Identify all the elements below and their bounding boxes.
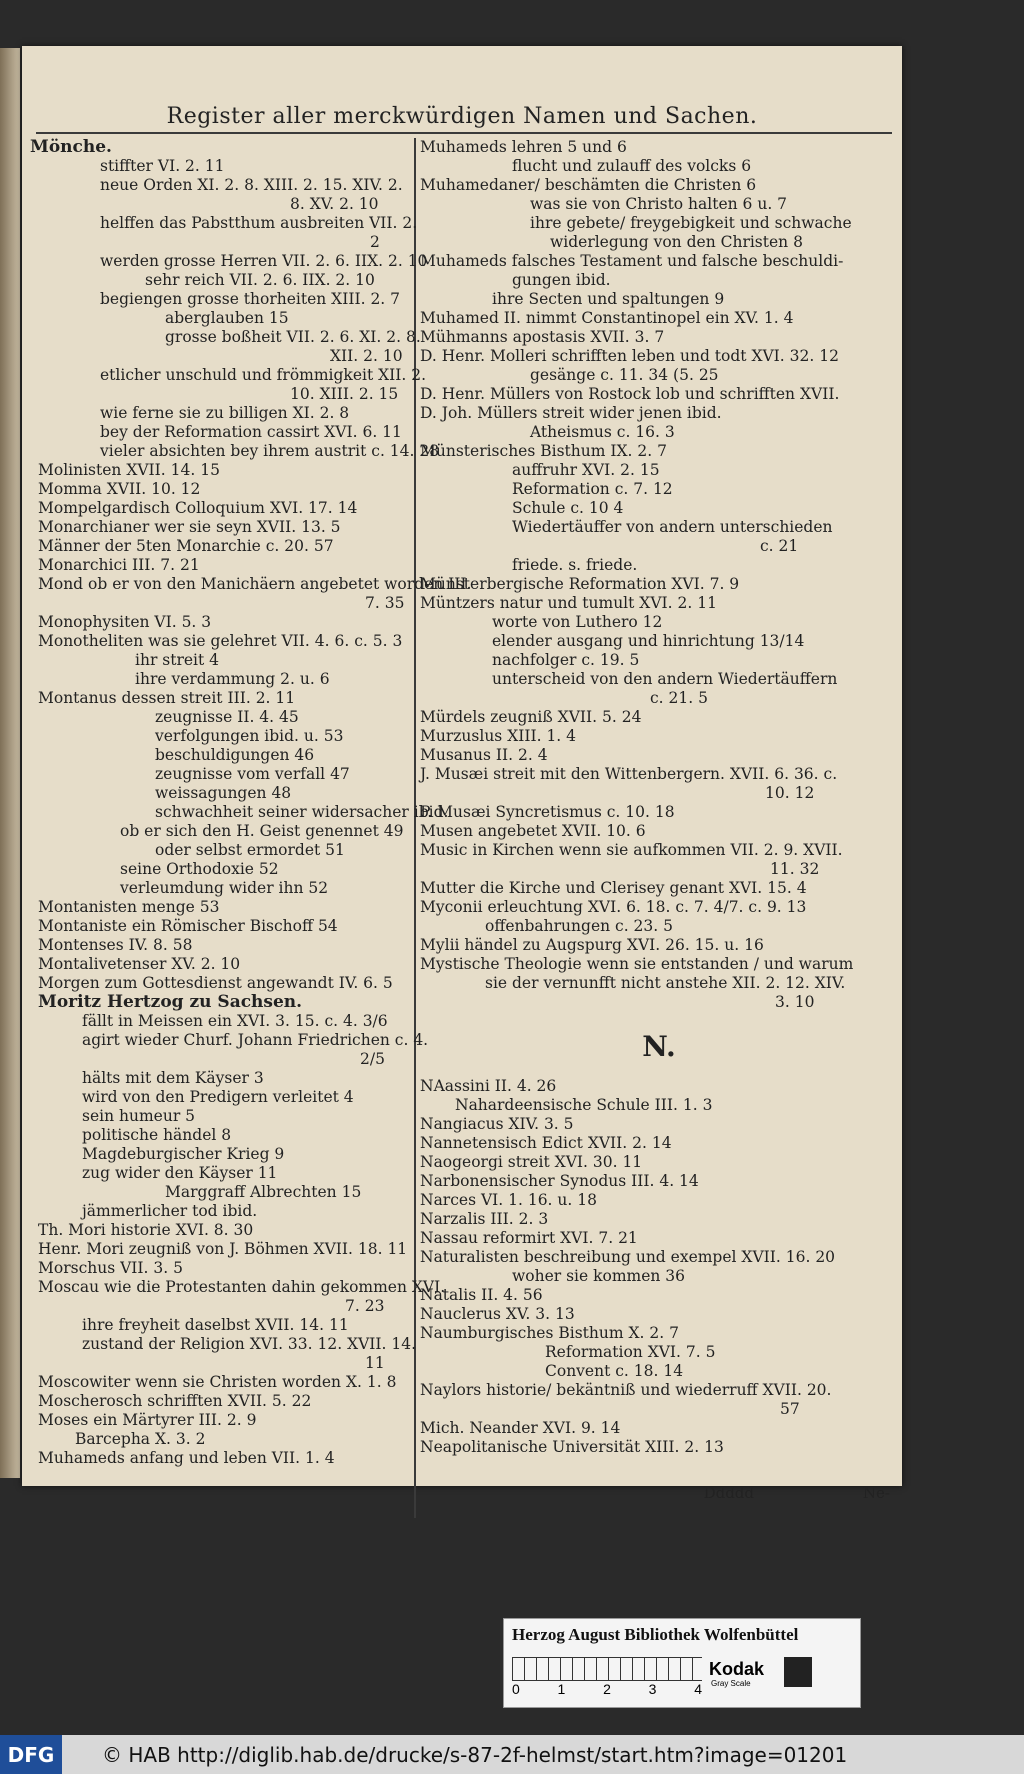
index-entry: Mond ob er von den Manichäern angebetet worden III. xyxy=(38,575,472,593)
index-entry: Nauclerus XV. 3. 13 xyxy=(420,1305,575,1323)
index-entry: Musen angebetet XVII. 10. 6 xyxy=(420,822,646,840)
index-entry: Momma XVII. 10. 12 xyxy=(38,480,201,498)
index-entry: friede. s. friede. xyxy=(512,556,638,574)
index-entry: weissagungen 48 xyxy=(155,784,292,802)
index-entry: Music in Kirchen wenn sie aufkommen VII. 2. 9. XVII. xyxy=(420,841,843,859)
index-entry: Reformation c. 7. 12 xyxy=(512,480,673,498)
index-entry: Mich. Neander XVI. 9. 14 xyxy=(420,1419,621,1437)
index-entry: 57 xyxy=(780,1400,800,1418)
scale-labels xyxy=(512,1681,702,1697)
index-entry: was sie von Christo halten 6 u. 7 xyxy=(530,195,788,213)
index-entry: Natalis II. 4. 56 xyxy=(420,1286,543,1304)
color-calibration-bar xyxy=(503,1618,861,1708)
catchword: Ne- xyxy=(862,1484,890,1502)
index-entry: 7. 35 xyxy=(365,594,405,612)
gray-swatch xyxy=(784,1657,812,1687)
index-entry: 8. XV. 2. 10 xyxy=(290,195,379,213)
index-entry: neue Orden XI. 2. 8. XIII. 2. 15. XIV. 2. xyxy=(100,176,403,194)
index-entry: Naumburgisches Bisthum X. 2. 7 xyxy=(420,1324,679,1342)
index-entry: c. 21. 5 xyxy=(650,689,708,707)
index-entry: sie der vernunfft nicht anstehe XII. 2. 12. XIV. xyxy=(485,974,846,992)
index-entry: Moscherosch schrifften XVII. 5. 22 xyxy=(38,1392,312,1410)
index-entry: zustand der Religion XVI. 33. 12. XVII. 14. xyxy=(82,1335,417,1353)
scale-label: 0 xyxy=(512,1681,520,1697)
scale-label: 1 xyxy=(557,1681,566,1697)
index-entry: helffen das Pabstthum ausbreiten VII. 2. xyxy=(100,214,418,232)
index-entry: Montenses IV. 8. 58 xyxy=(38,936,193,954)
index-entry: seine Orthodoxie 52 xyxy=(120,860,279,878)
index-entry: Monophysiten VI. 5. 3 xyxy=(38,613,212,631)
index-entry: nachfolger c. 19. 5 xyxy=(492,651,640,669)
index-entry: Montaniste ein Römischer Bischoff 54 xyxy=(38,917,338,935)
index-entry: Muhamed II. nimmt Constantinopel ein XV. 1. 4 xyxy=(420,309,794,327)
book-page xyxy=(22,46,902,1502)
index-entry: Morgen zum Gottesdienst angewandt IV. 6. 5 xyxy=(38,974,393,992)
index-entry: NAassini II. 4. 26 xyxy=(420,1077,557,1095)
signature-mark: Ddddd xyxy=(703,1484,754,1502)
section-letter: N. xyxy=(642,1030,676,1063)
index-entry: Monarchici III. 7. 21 xyxy=(38,556,200,574)
index-entry: zug wider den Käyser 11 xyxy=(82,1164,278,1182)
index-entry: Münsterbergische Reformation XVI. 7. 9 xyxy=(420,575,740,593)
left-column xyxy=(30,137,472,1468)
index-entry: wie ferne sie zu billigen XI. 2. 8 xyxy=(100,404,350,422)
index-entry: offenbahrungen c. 23. 5 xyxy=(485,917,673,935)
index-entry: Marggraff Albrechten 15 xyxy=(165,1183,362,1201)
index-entry: P. Musæi Syncretismus c. 10. 18 xyxy=(420,803,675,821)
index-entry: Nahardeensische Schule III. 1. 3 xyxy=(455,1096,713,1114)
index-entry: 2 xyxy=(370,233,380,251)
index-entry: oder selbst ermordet 51 xyxy=(155,841,345,859)
index-entry: ihr streit 4 xyxy=(135,651,220,669)
index-entry: Montanisten menge 53 xyxy=(38,898,220,916)
index-entry: begiengen grosse thorheiten XIII. 2. 7 xyxy=(100,290,401,308)
index-entry: fällt in Meissen ein XVI. 3. 15. c. 4. 3/6 xyxy=(82,1012,388,1030)
index-entry: Münsterisches Bisthum IX. 2. 7 xyxy=(420,442,667,460)
index-entry: gesänge c. 11. 34 (5. 25 xyxy=(530,366,719,384)
index-entry: widerlegung von den Christen 8 xyxy=(550,233,803,251)
index-entry: beschuldigungen 46 xyxy=(155,746,315,764)
index-entry: politische händel 8 xyxy=(82,1126,232,1144)
index-entry: Mompelgardisch Colloquium XVI. 17. 14 xyxy=(38,499,358,517)
index-entry: Moscau wie die Protestanten dahin gekommen XVI. xyxy=(38,1278,446,1296)
index-entry: Mutter die Kirche und Clerisey genant XVI. 15. 4 xyxy=(420,879,807,897)
index-entry: Schule c. 10 4 xyxy=(512,499,624,517)
index-entry: 2/5 xyxy=(360,1050,385,1068)
library-name: Herzog August Bibliothek Wolfenbüttel xyxy=(512,1625,799,1644)
index-entry: Muhameds falsches Testament und falsche beschuldi- xyxy=(420,252,844,270)
index-entry: Muhamedaner/ beschämten die Christen 6 xyxy=(420,176,757,194)
index-entry: Nannetensisch Edict XVII. 2. 14 xyxy=(420,1134,672,1152)
index-entry: Mürdels zeugniß XVII. 5. 24 xyxy=(420,708,642,726)
index-entry: 10. XIII. 2. 15 xyxy=(290,385,399,403)
index-entry: zeugnisse II. 4. 45 xyxy=(155,708,299,726)
index-entry: wird von den Predigern verleitet 4 xyxy=(82,1088,354,1106)
index-entry: Convent c. 18. 14 xyxy=(545,1362,684,1380)
index-entry: XII. 2. 10 xyxy=(330,347,403,365)
index-entry: Musanus II. 2. 4 xyxy=(420,746,548,764)
index-entry: Naturalisten beschreibung und exempel XVII. 16. 20 xyxy=(420,1248,836,1266)
index-entry: sein humeur 5 xyxy=(82,1107,196,1125)
index-entry: hälts mit dem Käyser 3 xyxy=(82,1069,264,1087)
right-column xyxy=(420,138,898,1457)
index-entry: werden grosse Herren VII. 2. 6. IIX. 2. 10 xyxy=(100,252,428,270)
index-entry: agirt wieder Churf. Johann Friedrichen c. 4. xyxy=(82,1031,429,1049)
index-entry: D. Henr. Müllers von Rostock lob und schrifften XVII. xyxy=(420,385,840,403)
index-entry: J. Musæi streit mit den Wittenbergern. XVII. 6. 36. c. xyxy=(420,765,838,783)
index-entry: 11. 32 xyxy=(770,860,820,878)
scale-label: 4 xyxy=(694,1681,702,1697)
index-entry: ihre Secten und spaltungen 9 xyxy=(492,290,725,308)
header-rule xyxy=(36,132,892,134)
index-entry: Wiedertäuffer von andern unterschieden xyxy=(512,518,833,536)
index-entry: Magdeburgischer Krieg 9 xyxy=(82,1145,285,1163)
index-entry: Naogeorgi streit XVI. 30. 11 xyxy=(420,1153,643,1171)
index-entry: Narbonensischer Synodus III. 4. 14 xyxy=(420,1172,699,1190)
index-entry: 11 xyxy=(365,1354,385,1372)
index-entry: 3. 10 xyxy=(775,993,815,1011)
index-entry: schwachheit seiner widersacher ibid. xyxy=(155,803,449,821)
index-entry: Moritz Hertzog zu Sachsen. xyxy=(38,992,303,1012)
index-entry: verfolgungen ibid. u. 53 xyxy=(155,727,344,745)
index-entry: Muhameds anfang und leben VII. 1. 4 xyxy=(38,1449,335,1467)
index-entry: D. Joh. Müllers streit wider jenen ibid. xyxy=(420,404,722,422)
index-entry: Monotheliten was sie gelehret VII. 4. 6. c. 5. 3 xyxy=(38,632,403,650)
ruler-scale xyxy=(512,1657,702,1681)
index-entry: Murzuslus XIII. 1. 4 xyxy=(420,727,577,745)
index-entry: Montanus dessen streit III. 2. 11 xyxy=(38,689,296,707)
index-entry: Männer der 5ten Monarchie c. 20. 57 xyxy=(38,537,334,555)
index-entry: sehr reich VII. 2. 6. IIX. 2. 10 xyxy=(145,271,375,289)
index-entry: grosse boßheit VII. 2. 6. XI. 2. 8. xyxy=(165,328,421,346)
index-entry: flucht und zulauff des volcks 6 xyxy=(512,157,752,175)
index-entry: zeugnisse vom verfall 47 xyxy=(155,765,350,783)
index-entry: Henr. Mori zeugniß von J. Böhmen XVII. 18. 11 xyxy=(38,1240,408,1258)
index-entry: stiffter VI. 2. 11 xyxy=(100,157,225,175)
index-entry: Barcepha X. 3. 2 xyxy=(75,1430,206,1448)
index-entry: jämmerlicher tod ibid. xyxy=(82,1202,258,1220)
index-entry: Neapolitanische Universität XIII. 2. 13 xyxy=(420,1438,724,1456)
scale-label: 2 xyxy=(603,1681,611,1697)
index-entry: Narces VI. 1. 16. u. 18 xyxy=(420,1191,597,1209)
dfg-logo: DFG xyxy=(0,1735,62,1774)
index-entry: gungen ibid. xyxy=(512,271,611,289)
index-entry: Montalivetenser XV. 2. 10 xyxy=(38,955,241,973)
index-entry: Nangiacus XIV. 3. 5 xyxy=(420,1115,574,1133)
index-entry: Monarchianer wer sie seyn XVII. 13. 5 xyxy=(38,518,341,536)
index-entry: ihre freyheit daselbst XVII. 14. 11 xyxy=(82,1316,349,1334)
index-entry: Th. Mori historie XVI. 8. 30 xyxy=(38,1221,254,1239)
footer-url-text[interactable]: © HAB http://diglib.hab.de/drucke/s-87-2f-helmst/start.htm?image=01201 xyxy=(102,1742,848,1767)
index-entry: Reformation XVI. 7. 5 xyxy=(545,1343,716,1361)
index-entry: auffruhr XVI. 2. 15 xyxy=(512,461,660,479)
index-entry: ob er sich den H. Geist genennet 49 xyxy=(120,822,404,840)
index-entry: Müntzers natur und tumult XVI. 2. 11 xyxy=(420,594,717,612)
index-entry: c. 21 xyxy=(760,537,799,555)
index-entry: Mystische Theologie wenn sie entstanden / und warum xyxy=(420,955,854,973)
index-entry: 7. 23 xyxy=(345,1297,385,1315)
index-entry: bey der Reformation cassirt XVI. 6. 11 xyxy=(100,423,402,441)
index-entry: Muhameds lehren 5 und 6 xyxy=(420,138,627,156)
footer-bar xyxy=(0,1735,1024,1774)
kodak-subtitle: Gray Scale xyxy=(711,1679,751,1688)
scale-label: 3 xyxy=(648,1681,657,1697)
index-entry: Mühmanns apostasis XVII. 3. 7 xyxy=(420,328,665,346)
index-entry: Morschus VII. 3. 5 xyxy=(38,1259,183,1277)
index-entry: woher sie kommen 36 xyxy=(512,1267,686,1285)
index-entry: worte von Luthero 12 xyxy=(492,613,663,631)
index-entry: Atheismus c. 16. 3 xyxy=(530,423,675,441)
index-entry: Moses ein Märtyrer III. 2. 9 xyxy=(38,1411,257,1429)
index-entry: aberglauben 15 xyxy=(165,309,289,327)
index-entry: Narzalis III. 2. 3 xyxy=(420,1210,549,1228)
kodak-logo: Kodak xyxy=(709,1659,765,1679)
index-entry: ihre verdammung 2. u. 6 xyxy=(135,670,330,688)
index-entry: Nassau reformirt XVI. 7. 21 xyxy=(420,1229,638,1247)
index-entry: Mylii händel zu Augspurg XVI. 26. 15. u. 16 xyxy=(420,936,764,954)
index-entry: 10. 12 xyxy=(765,784,815,802)
index-entry: Mönche. xyxy=(30,137,112,157)
index-entry: verleumdung wider ihn 52 xyxy=(120,879,329,897)
index-entry: Naylors historie/ bekäntniß und wiederruff XVII. 20. xyxy=(420,1381,832,1399)
index-entry: ihre gebete/ freygebigkeit und schwache xyxy=(530,214,852,232)
index-entry: etlicher unschuld und frömmigkeit XII. 2. xyxy=(100,366,427,384)
page-header: Register aller merckwürdigen Namen und Sachen. xyxy=(166,104,758,129)
index-entry: Moscowiter wenn sie Christen worden X. 1. 8 xyxy=(38,1373,397,1391)
index-entry: elender ausgang und hinrichtung 13/14 xyxy=(492,632,805,650)
index-entry: unterscheid von den andern Wiedertäuffern xyxy=(492,670,838,688)
index-entry: vieler absichten bey ihrem austrit c. 14. 28 xyxy=(100,442,440,460)
index-entry: Molinisten XVII. 14. 15 xyxy=(38,461,220,479)
index-entry: Myconii erleuchtung XVI. 6. 18. c. 7. 4/7. c. 9. 13 xyxy=(420,898,807,916)
previous-page-edge xyxy=(0,48,20,1478)
index-entry: D. Henr. Molleri schrifften leben und todt XVI. 32. 12 xyxy=(420,347,839,365)
